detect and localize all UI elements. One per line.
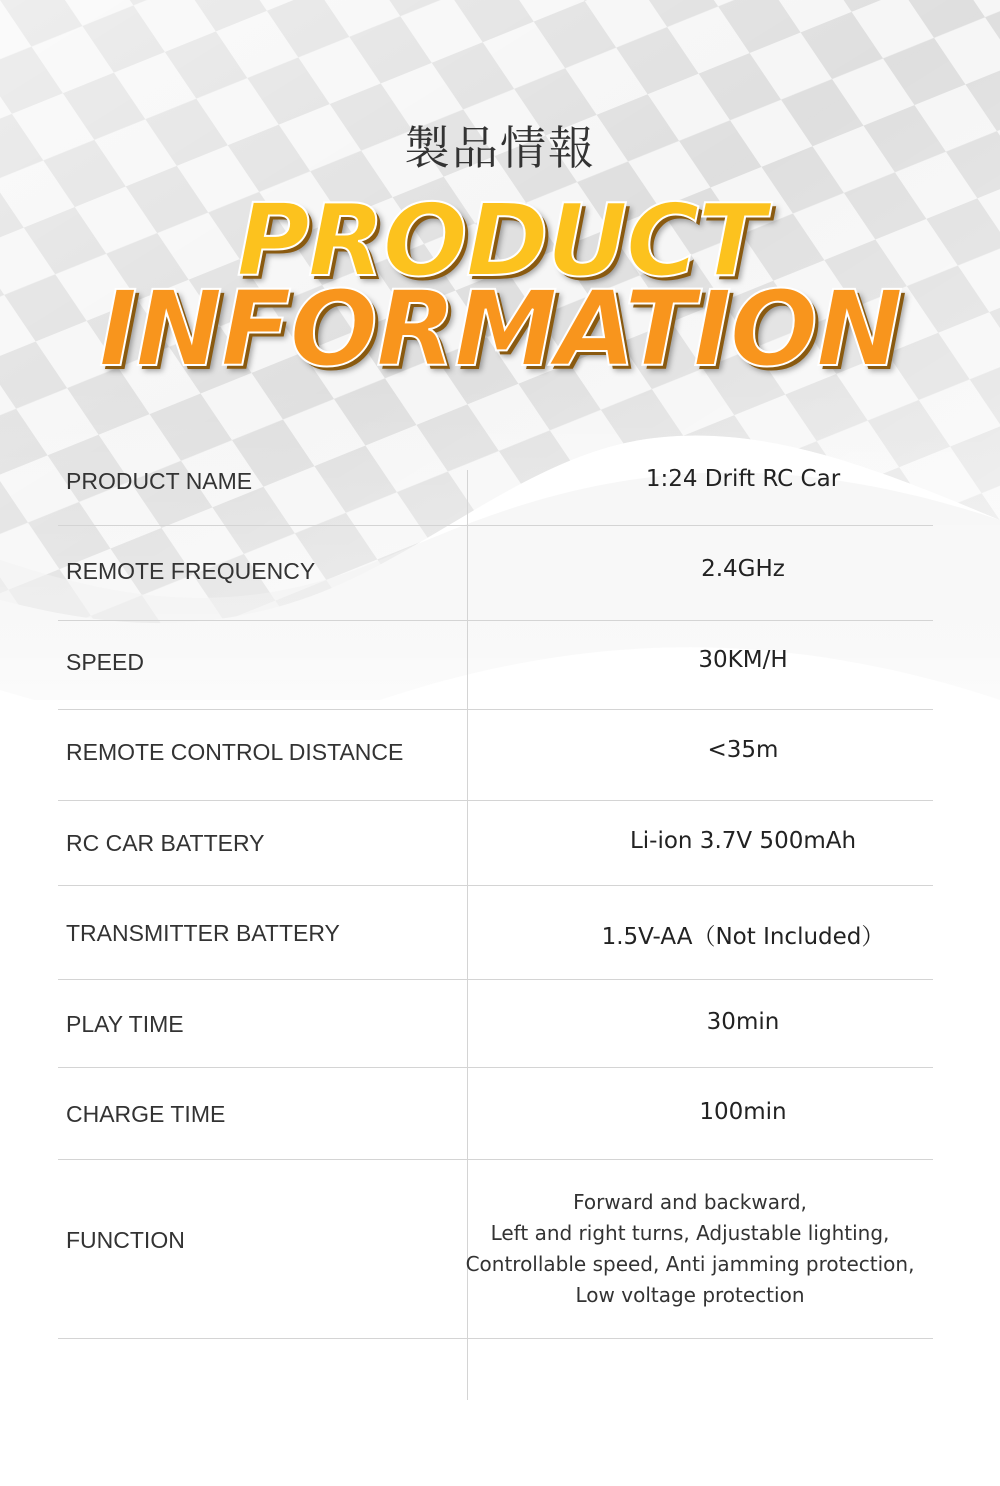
function-line: Left and right turns, Adjustable lighting,: [490, 1221, 890, 1245]
spec-value-play-time: 30min: [706, 1009, 780, 1035]
spec-label-speed: SPEED: [66, 649, 144, 675]
spec-value-remote-control-distance: <35m: [707, 737, 779, 763]
spec-value-transmitter-battery: 1.5V-AA（Not Included）: [601, 924, 885, 950]
row-divider: [58, 1067, 933, 1068]
row-divider: [58, 800, 933, 801]
row-divider: [58, 1338, 933, 1339]
spec-label-remote-frequency: REMOTE FREQUENCY: [66, 558, 316, 584]
spec-label-remote-control-distance: REMOTE CONTROL DISTANCE: [66, 739, 404, 765]
row-divider: [58, 525, 933, 526]
row-divider: [58, 709, 933, 710]
spec-value-speed: 30KM/H: [698, 647, 788, 673]
spec-value-remote-frequency: 2.4GHz: [701, 556, 785, 582]
title-product: PRODUCT: [236, 182, 764, 299]
row-divider: [58, 979, 933, 980]
function-line: Controllable speed, Anti jamming protection,: [465, 1252, 915, 1276]
title-information: INFORMATION: [98, 268, 902, 390]
spec-value-rc-car-battery: Li-ion 3.7V 500mAh: [629, 828, 857, 854]
japanese-title: 製品情報: [404, 121, 596, 175]
spec-value-function: [390, 1187, 990, 1311]
function-line: Forward and backward,: [573, 1190, 807, 1214]
spec-label-charge-time: CHARGE TIME: [66, 1101, 226, 1127]
spec-label-play-time: PLAY TIME: [66, 1011, 184, 1037]
row-divider: [58, 1159, 933, 1160]
spec-label-function: FUNCTION: [66, 1227, 185, 1253]
spec-value-product-name: 1:24 Drift RC Car: [645, 466, 841, 492]
function-line: Low voltage protection: [575, 1283, 805, 1307]
row-divider: [58, 620, 933, 621]
spec-label-transmitter-battery: TRANSMITTER BATTERY: [66, 920, 340, 946]
spec-table: [58, 440, 933, 1400]
spec-value-charge-time: 100min: [699, 1099, 787, 1125]
spec-label-rc-car-battery: RC CAR BATTERY: [66, 830, 265, 856]
row-divider: [58, 885, 933, 886]
spec-label-product-name: PRODUCT NAME: [66, 468, 253, 494]
